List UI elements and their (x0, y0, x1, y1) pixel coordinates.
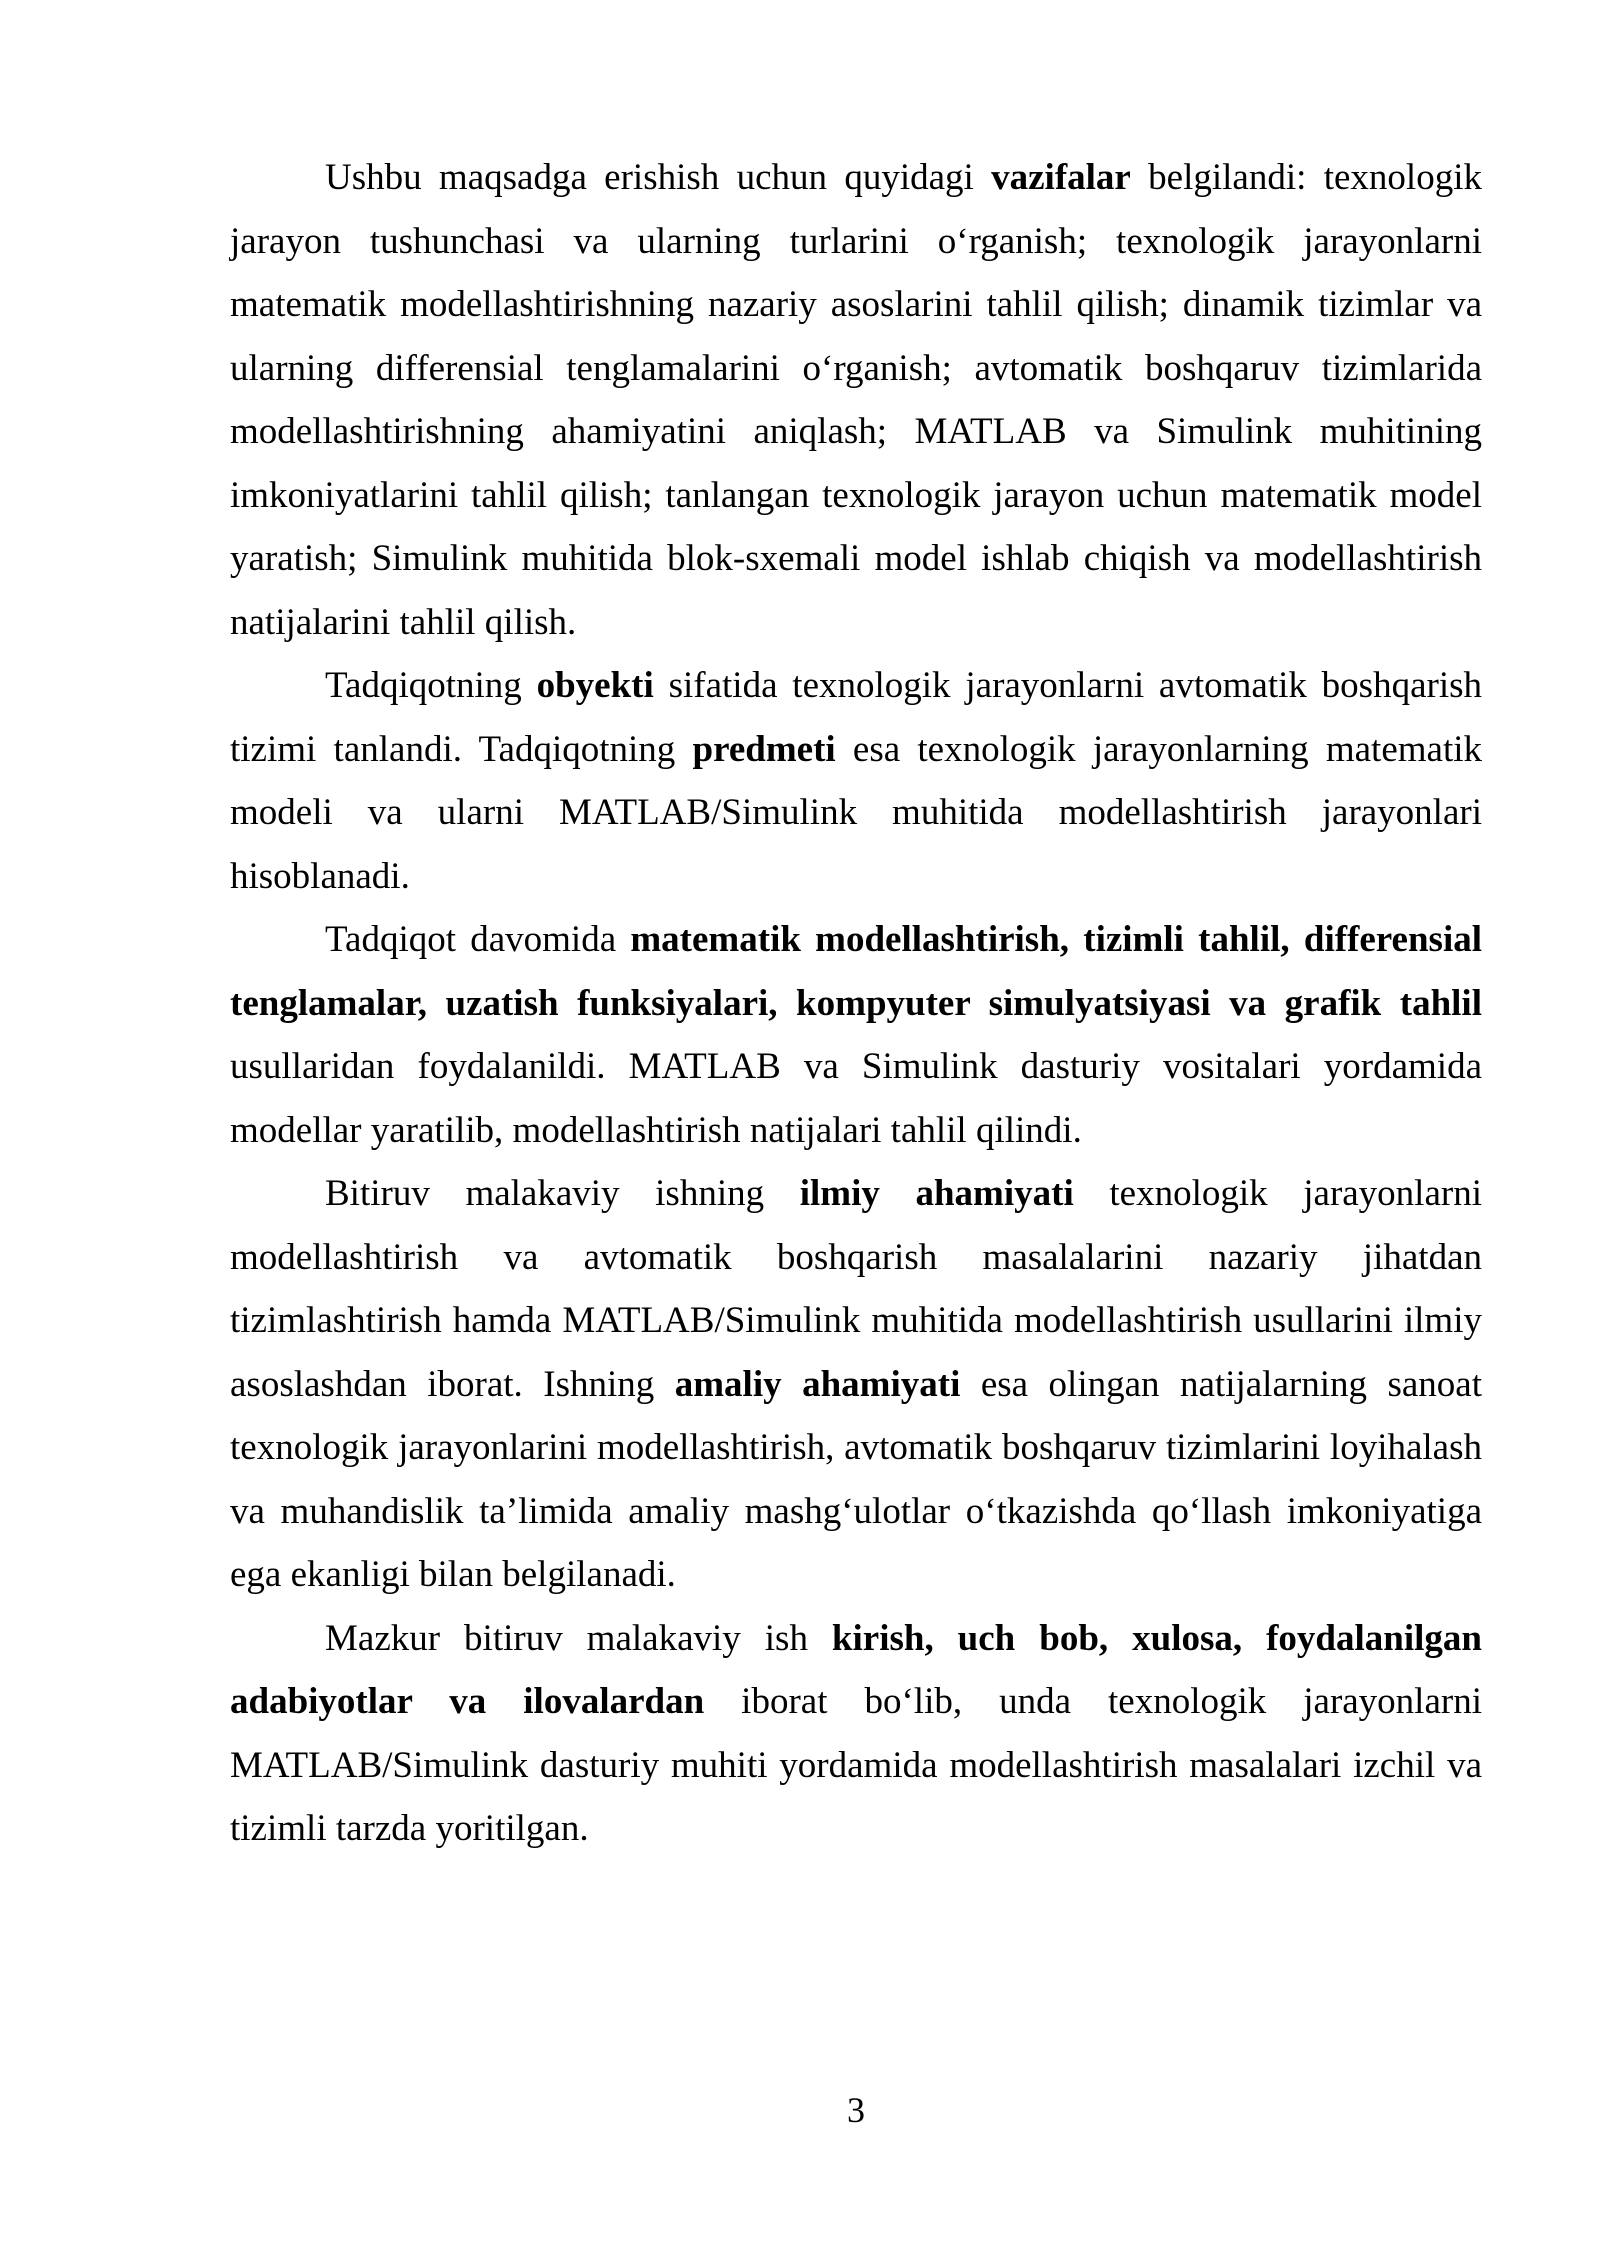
text-run: iborat bo‘lib, unda texnologik jarayonlarni MATLAB/Simulink dasturiy muhiti yordamida modellashtirish masalalari izchil va tizimli tarzda yoritilgan. (230, 1681, 1482, 1849)
bold-text-run: matematik modellashtirish, tizimli tahlil, differensial tenglamalar, uzatish funksiyalari, kompyuter simulyatsiyasi va grafik tahlil (230, 919, 1483, 1024)
text-run: Tadqiqotning (325, 665, 537, 706)
text-run: sifatida texnologik jarayonlarni avtomatik boshqarish tizimi tanlandi. Tadqiqotning (230, 665, 1483, 770)
paragraph (230, 654, 1482, 908)
paragraph (230, 1162, 1482, 1607)
bold-text-run: ilmiy ahamiyati (799, 1173, 1074, 1214)
text-run: esa texnologik jarayonlarning matematik modeli va ularni MATLAB/Simulink muhitida modellashtirish jarayonlari hisoblanadi. (230, 728, 1483, 897)
text-run: usullaridan foydalanildi. MATLAB va Simulink dasturiy vositalari yordamida modellar yaratilib, modellashtirish natijalari tahlil qilindi. (230, 1046, 1482, 1151)
text-run: Bitiruv malakaviy ishning (325, 1173, 800, 1214)
bold-text-run: predmeti (692, 728, 836, 770)
document-body (230, 146, 1482, 1861)
bold-text-run: vazifalar (991, 157, 1131, 198)
paragraph (230, 146, 1482, 654)
paragraph (230, 908, 1482, 1162)
bold-text-run: kirish, uch bob, xulosa, foydalanilgan adabiyotlar va ilovalardan (230, 1617, 1482, 1722)
text-run: esa olingan natijalarning sanoat texnologik jarayonlarini modellashtirish, avtomatik boshqaruv tizimlarini loyihalash va muhandislik ta’limida amaliy mashg‘ulotlar o‘tkazishda qo‘llash imkoniyatiga ega ekanligi bilan belgilanadi. (230, 1363, 1482, 1595)
text-run: Mazkur bitiruv malakaviy ish (325, 1617, 832, 1659)
paragraph (230, 1607, 1482, 1861)
bold-text-run: amaliy ahamiyati (674, 1363, 961, 1405)
text-run: belgilandi: texnologik jarayon tushunchasi va ularning turlarini o‘rganish; texnologik jarayonlarni matematik modellashtirishning nazariy asoslarini tahlil qilish; dinamik tizimlar va ularning differensial tenglamalarini o‘rganish; avtomatik boshqaruv tizimlarida modellashtirishning ahamiyatini aniqlash; MATLAB va Simulink muhitining imkoniyatlarini tahlil qilish; tanlangan texnologik jarayon uchun matematik model yaratish; Simulink muhitida blok-sxemali model ishlab chiqish va modellashtirish natijalarini tahlil qilish. (230, 157, 1482, 643)
text-run: texnologik jarayonlarni modellashtirish va avtomatik boshqarish masalalarini nazariy jihatdan tizimlashtirish hamda MATLAB/Simulink muhitida modellashtirish usullarini ilmiy asoslashdan iborat. Ishning (230, 1173, 1482, 1405)
bold-text-run: obyekti (536, 665, 654, 706)
page-number: 3 (847, 2090, 865, 2130)
text-run: Ushbu maqsadga erishish uchun quyidagi (325, 157, 992, 198)
text-run: Tadqiqot davomida (325, 919, 631, 960)
